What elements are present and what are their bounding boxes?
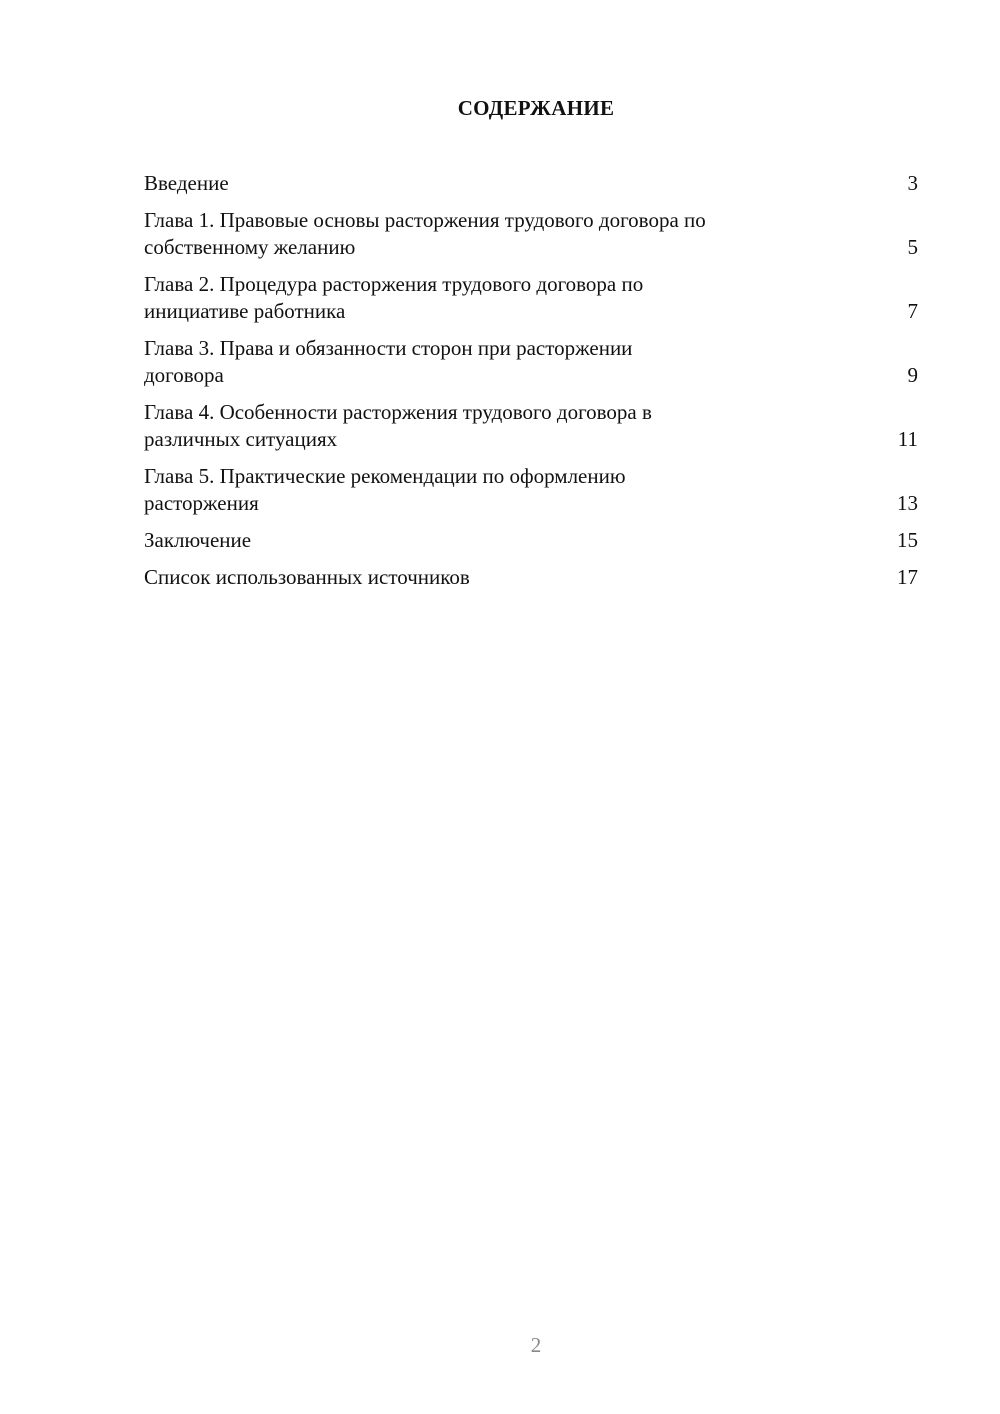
toc-entry-text: Глава 4. Особенности расторжения трудового договора в различных ситуациях: [144, 400, 652, 451]
toc-entry-page: 11: [897, 427, 918, 451]
toc-entry-page: 13: [897, 491, 918, 515]
toc-entry-page: 15: [897, 528, 918, 552]
toc-entry-page: 17: [897, 565, 918, 589]
toc-title: СОДЕРЖАНИЕ: [457, 96, 615, 120]
toc-entry-page: 9: [907, 363, 918, 387]
toc-entry-text: Введение: [144, 171, 229, 195]
toc-entry-introduction[interactable]: [144, 170, 918, 197]
toc-entry-page: 5: [907, 235, 918, 259]
toc-entry-page: 3: [907, 171, 918, 195]
page-number: 2: [530, 1333, 542, 1357]
toc-entry-text: Список использованных источников: [144, 565, 470, 589]
toc-entry-text: Глава 1. Правовые основы расторжения трудового договора по собственному желанию: [144, 208, 706, 259]
toc-entry-references[interactable]: [144, 564, 918, 591]
toc-entry-text: Глава 5. Практические рекомендации по оформлению расторжения: [144, 464, 626, 515]
toc-entry-chapter-3[interactable]: [144, 335, 918, 389]
toc-entry-conclusion[interactable]: [144, 527, 918, 554]
toc-entry-chapter-5[interactable]: [144, 463, 918, 517]
toc-entry-chapter-1[interactable]: [144, 207, 918, 261]
toc-list: [144, 170, 918, 601]
toc-entry-chapter-4[interactable]: [144, 399, 918, 453]
toc-entry-page: 7: [907, 299, 918, 323]
toc-entry-chapter-2[interactable]: [144, 271, 918, 325]
toc-entry-text: Глава 2. Процедура расторжения трудового договора по инициативе работника: [144, 272, 644, 323]
toc-entry-text: Глава 3. Права и обязанности сторон при расторжении договора: [144, 336, 633, 387]
toc-entry-text: Заключение: [144, 528, 252, 552]
